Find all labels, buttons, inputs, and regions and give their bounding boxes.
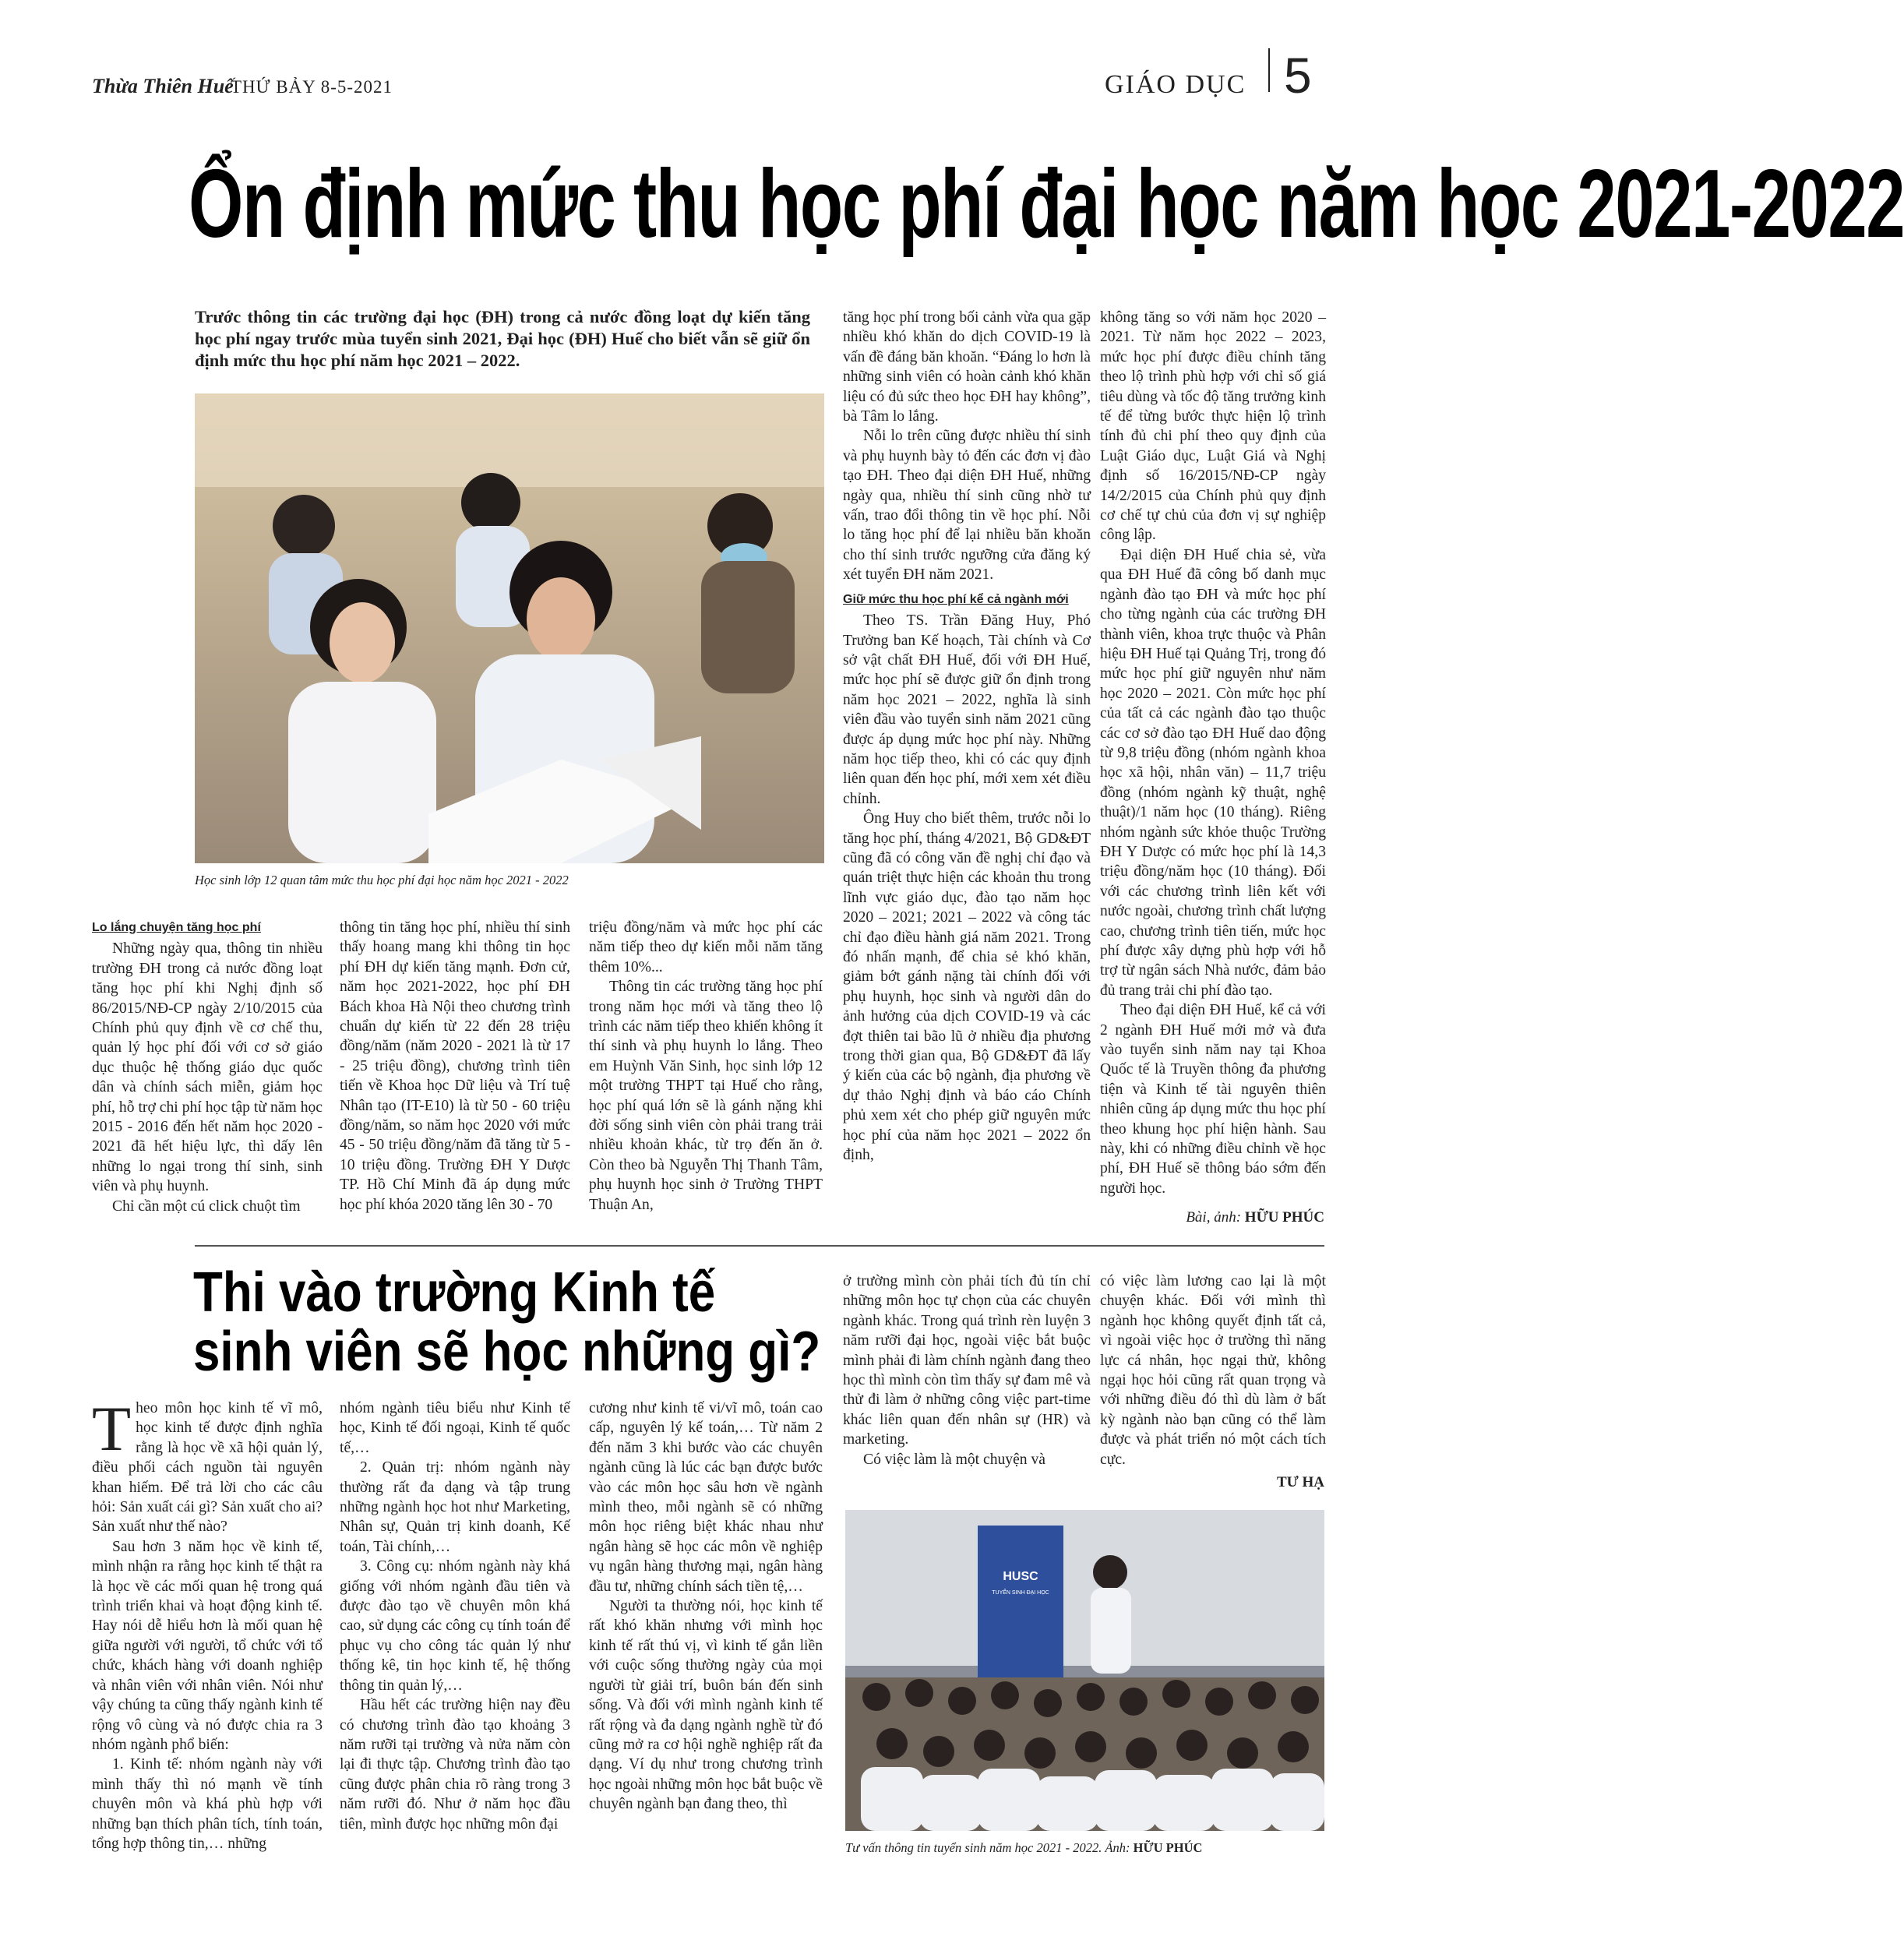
article2-headline-line1: Thi vào trường Kinh tế [193, 1261, 716, 1324]
article2-paragraph: Theo môn học kinh tế vĩ mô, học kinh tế được định nghĩa rằng là học về xã hội quản lý, điều phối cách nguồn tài nguyên khan hiếm. Để trả lời cho các câu hỏi: Sản xuất cái gì? Sản xuất cho ai? Sản xuất như thế nào? [92, 1393, 323, 1536]
article1-paragraph: Theo đại diện ĐH Huế, kể cả với 2 ngành ĐH Huế mới mở và đưa vào tuyển sinh năm nay tại Khoa Quốc tế là Truyền thông đa phương tiện và Kinh tế tài nguyên thiên nhiên cũng áp dụng mức thu học phí theo khung học phí hiện hành. Sau này, khi có những điều chỉnh về học phí, ĐH Huế sẽ thông báo sớm đến người học. [1100, 1002, 1326, 1197]
article2-photo-caption: Tư vấn thông tin tuyển sinh năm học 2021 - 2022. Ảnh: HỮU PHÚC [845, 1840, 1203, 1855]
article1-paragraph: Theo TS. Trần Đăng Huy, Phó Trưởng ban Kế hoạch, Tài chính và Cơ sở vật chất ĐH Huế, đối với ĐH Huế, mức học phí sẽ được giữ ổn định trong năm học 2021 – 2022, nghĩa là sinh viên đầu vào tuyển sinh năm 2021 cũng được áp dụng mức học phí này. Những năm học tiếp theo, khi có các quy định liên quan đến học phí, mới xem xét điều chỉnh. [843, 612, 1091, 807]
article2-col-4 [843, 1272, 1091, 1482]
article1-paragraph: Đại diện ĐH Huế chia sẻ, vừa qua ĐH Huế đã công bố danh mục ngành đào tạo ĐH và mức học phí cho từng ngành của các trường ĐH thành viên, khoa trực thuộc và Phân hiệu ĐH Huế tại Quảng Trị, trong đó mức học phí giữ nguyên như năm học 2020 – 2021. Còn mức học phí của tất cả các ngành đào tạo thuộc các cơ sở đào tạo ĐH Huế dao động từ 9,8 triệu đồng (nhóm ngành khoa học xã hội, nhân văn) – 11,7 triệu đồng (nhóm ngành kỹ thuật, nghệ thuật)/1 năm học (10 tháng). Riêng nhóm ngành sức khỏe thuộc Trường ĐH Y Dược có mức học phí là 14,3 triệu đồng/năm học (10 tháng). Đối với các chương trình liên kết với nước ngoài, chương trình chất lượng cao, chương trình tiên tiến, mức học phí được xây dựng phù hợp với hỗ trợ từ ngân sách Nhà nước, đảm bảo đủ trang trải chi phí đào tạo. [1100, 546, 1326, 999]
article2-author: TƯ HẠ [1276, 1474, 1324, 1490]
article2-headline-line2: sinh viên sẽ học những gì? [193, 1321, 821, 1383]
article2-paragraph: Hầu hết các trường hiện nay đều có chương trình đào tạo khoảng 3 năm rưỡi tại trường và nửa năm còn lại đi thực tập. Chương trình đào tạo cũng được phân chia rõ ràng trong 3 năm rưỡi đó. Như ở năm học đầu tiên, mình được học những môn đại [340, 1697, 570, 1832]
article2-paragraph: có việc làm lương cao lại là một chuyện khác. Đối với mình thì ngành học không quyết định tất cả, vì ngoài việc học ở trường thì năng lực cá nhân, học ngại thử, không ngại học hỏi cũng rất quan trọng và với những điều đó thì dù làm ở bất kỳ ngành nào bạn cũng có thể làm được và phát triển nó một cách tích cực. [1100, 1273, 1326, 1468]
article2-paragraph: 3. Công cụ: nhóm ngành này khá giống với nhóm ngành đầu tiên và được đào tạo về chuyên môn khá cao, sử dụng các công cụ tính toán để phục vụ cho công tác quản lý như thống kê, tin học kinh tế, hệ thống thông tin quản lý,… [340, 1558, 570, 1694]
page-number: 5 [1284, 48, 1312, 104]
article1-subhead-1: Lo lắng chuyện tăng học phí [92, 921, 261, 934]
article1-photo-caption: Học sinh lớp 12 quan tâm mức thu học phí đại học năm học 2021 - 2022 [195, 873, 569, 887]
article1-paragraph: triệu đồng/năm và mức học phí các năm tiếp theo dự kiến mỗi năm tăng thêm 10%... [589, 919, 823, 975]
article1-paragraph: thông tin tăng học phí, nhiều thí sinh thấy hoang mang khi thông tin học phí ĐH dự kiến tăng mạnh. Đơn cử, năm học 2021-2022, học phí ĐH Bách khoa Hà Nội theo chương trình chuẩn dự kiến từ 22 đến 28 triệu đồng/năm (năm 2020 - 2021 là từ 17 - 25 triệu đồng), chương trình tiên tiến về Khoa học Dữ liệu và Trí tuệ Nhân tạo (IT-E10) là từ 50 - 60 triệu đồng/năm, so năm học 2020 với mức 45 - 50 triệu đồng/năm đã tăng từ 5 - 10 triệu đồng. Trường ĐH Y Dược TP. Hồ Chí Minh đã áp dụng mức học phí khóa 2020 tăng lên 30 - 70 [340, 919, 570, 1213]
issue-date: THỨ BẢY 8-5-2021 [231, 77, 393, 97]
article1-paragraph: Ông Huy cho biết thêm, trước nỗi lo tăng học phí, tháng 4/2021, Bộ GD&ĐT cũng đã có công văn đề nghị chỉ đạo và quán triệt thực hiện các khoản thu trong lĩnh vực giáo dục, đào tạo năm học 2020 – 2021; 2021 – 2022 và công tác chỉ đạo điều hành giá năm 2021. Trong đó nhấn mạnh, để chia sẻ khó khăn, giảm bớt gánh nặng tài chính đối với phụ huynh, học sinh và người dân do ảnh hưởng của dịch COVID-19 và các đợt thiên tai bão lũ ở nhiều địa phương trong thời gian qua, Bộ GD&ĐT đã lấy ý kiến của các bộ ngành, địa phương về dự thảo Nghị định và báo cáo Chính phủ xem xét cho phép giữ nguyên mức học phí của năm học 2021 – 2022 ổn định, [843, 810, 1091, 1164]
article1-paragraph: Những ngày qua, thông tin nhiều trường ĐH trong cả nước đồng loạt tăng học phí khi Nghị định số 86/2015/NĐ-CP ngày 2/10/2015 của Chính phủ quy định về cơ chế thu, quản lý học phí đối với cơ sở giáo dục thuộc hệ thống giáo dục quốc dân và chính sách miễn, giảm học phí, hỗ trợ chi phí học tập từ năm học 2015 - 2016 đến hết năm học 2020 - 2021 đã hết hiệu lực, thì dấy lên những lo ngại trong thí sinh, sinh viên và phụ huynh. [92, 940, 323, 1195]
article1-col-2 [340, 918, 570, 1229]
article2-paragraph: 2. Quản trị: nhóm ngành này thường rất đa dạng và tập trung những ngành học hot như Marketing, Nhân sự, Quản trị kinh doanh, Kế toán, Tài chính,… [340, 1459, 570, 1555]
article1-col-continuation [843, 308, 1091, 1223]
banner-title: HUSC [1003, 1570, 1038, 1583]
article1-paragraph: Chỉ cần một cú click chuột tìm [112, 1198, 301, 1215]
article2-col-2 [340, 1399, 570, 1882]
article2-paragraph: ở trường mình còn phải tích đủ tín chỉ những môn học tự chọn của các chuyên ngành khác. Trong quá trình rèn luyện 3 năm rưỡi đại học, ngoài việc bắt buộc mình phải đi làm chính ngành đang theo học thì mình còn tìm thấy sự đam mê và thử đi làm ở những công việc part-time khác liên quan đến nhân sự (HR) và marketing. [843, 1273, 1091, 1448]
article-separator [195, 1245, 1324, 1247]
byline-prefix: Bài, ảnh: [1186, 1209, 1242, 1226]
article2-col-5 [1100, 1272, 1326, 1474]
article2-paragraph: Người ta thường nói, học kinh tế rất khó khăn nhưng với mình học kinh tế rất thú vị, vì kinh tế gắn liền với cuộc sống thường ngày của mọi người từ giải trí, buôn bán đến sinh sống. Và đối với mình ngành kinh tế rất rộng và đa dạng ngành nghề từ đó cũng mở ra cơ hội nghề nghiệp rất đa dạng. Ví dụ như trong chương trình học ngoài những môn học bắt buộc về chuyên ngành bạn đang theo, thì [589, 1598, 823, 1813]
admission-banner [978, 1526, 1063, 1697]
article1-paragraph: Thông tin các trường tăng học phí trong năm học mới và tăng theo lộ trình các năm tiếp theo khiến không ít thí sinh và phụ huynh lo lắng. Theo em Huỳnh Văn Sinh, học sinh lớp 12 một trường THPT tại Huế cho rằng, học phí quá lớn sẽ là gánh nặng khi đời sống sinh viên còn phải trang trải nhiều khoản khác, từ trọ đến ăn ở. Còn theo bà Nguyễn Thị Thanh Tâm, phụ huynh học sinh ở Trường THPT Thuận An, [589, 979, 823, 1213]
article2-paragraph: 1. Kinh tế: nhóm ngành này với mình thấy thì nó mạnh về tính chuyên môn và khá phù hợp với những bạn thích phân tích, tính toán, tổng hợp thông tin,… những [92, 1756, 323, 1852]
admission-event-illustration [845, 1510, 1324, 1831]
section-title: GIÁO DỤC [1105, 70, 1246, 99]
article1-col-1 [92, 918, 323, 1229]
article1-lead: Trước thông tin các trường đại học (ĐH) trong cả nước đồng loạt dự kiến tăng học phí ngay trước mùa tuyển sinh 2021, Đại học (ĐH) Huế cho biết vẫn sẽ giữ ổn định mức thu học phí năm học 2021 – 2022. [195, 307, 810, 370]
article1-paragraph: tăng học phí trong bối cảnh vừa qua gặp nhiều khó khăn do dịch COVID-19 là vấn đề đáng băn khoăn. “Đáng lo hơn là những sinh viên có hoàn cảnh khó khăn liệu có đủ sức theo học ĐH hay không”, bà Tâm lo lắng. [843, 309, 1091, 425]
article2-photo [845, 1510, 1324, 1831]
article1-byline [1091, 1209, 1324, 1226]
article1-paragraph: Nỗi lo trên cũng được nhiều thí sinh và phụ huynh bày tỏ đến các đơn vị đào tạo ĐH. Theo đại diện ĐH Huế, những ngày qua, nhiều thí sinh cũng nhờ tư vấn, trao đổi thông tin về học phí. Nỗi lo tăng học phí để lại nhiều băn khoăn cho thí sinh trước ngưỡng cửa đăng ký xét tuyển ĐH năm 2021. [843, 428, 1091, 584]
banner-subtitle: TUYỂN SINH ĐẠI HỌC [992, 1590, 1049, 1596]
article2-paragraph: cương như kinh tế vi/vĩ mô, toán cao cấp, nguyên lý kế toán,… Từ năm 2 đến năm 3 khi bước vào các chuyên ngành cũng là lúc các bạn được bước vào các môn học sâu hơn về ngành mình theo, mỗi ngành sẽ có những môn học riêng biệt khác nhau như ngân hàng sẽ học các môn về nghiệp vụ ngân hàng thương mại, ngân hàng đầu tư, những chính sách tiền tệ,… [589, 1400, 823, 1595]
dropcap: T [92, 1393, 132, 1464]
article2-paragraph: Sau hơn 3 năm học về kinh tế, mình nhận ra rằng học kinh tế thật ra là học về các mối quan hệ trong quá trình triển khai và hoạt động kinh tế. Hay nói dễ hiểu hơn là mối quan hệ giữa người với người, tổ chức với tổ chức, khách hàng với doanh nghiệp và nhân viên với nhân viên. Nói như vậy chúng ta cũng thấy ngành kinh tế rộng vô cùng và nó được chia ra 3 nhóm ngành phổ biến: [92, 1538, 323, 1753]
article1-subhead-2: Giữ mức thu học phí kể cả ngành mới [843, 592, 1069, 606]
newspaper-name: Thừa Thiên Huế [92, 75, 234, 97]
article1-paragraph: không tăng so với năm học 2020 – 2021. Từ năm học 2022 – 2023, mức học phí được điều chỉnh tăng theo lộ trình phù hợp với chỉ số giá tiêu dùng và tốc độ tăng trưởng kinh tế để từng bước thực hiện lộ trình tính đủ chi phí theo quy định của Luật Giáo dục, Luật Giá và Nghị định số 16/2015/NĐ-CP ngày 14/2/2015 của Chính phủ quy định cơ chế tự chủ của đơn vị sự nghiệp công lập. [1100, 309, 1326, 544]
article1-headline: Ổn định mức thu học phí đại học năm học 2021-2022 [189, 150, 1904, 258]
article1-col-3 [589, 918, 823, 1229]
byline-author: HỮU PHÚC [1244, 1209, 1324, 1226]
masthead-divider [1268, 48, 1270, 92]
article2-col-3 [589, 1399, 823, 1882]
students-photo-illustration [195, 393, 824, 863]
article1-col-right [1100, 308, 1326, 1223]
article2-col-1 [92, 1393, 323, 1882]
article2-paragraph: Có việc làm là một chuyện và [863, 1451, 1045, 1468]
article2-paragraph: nhóm ngành tiêu biểu như Kinh tế học, Kinh tế đối ngoại, Kinh tế quốc tế,… [340, 1400, 570, 1456]
article1-photo [195, 393, 824, 863]
